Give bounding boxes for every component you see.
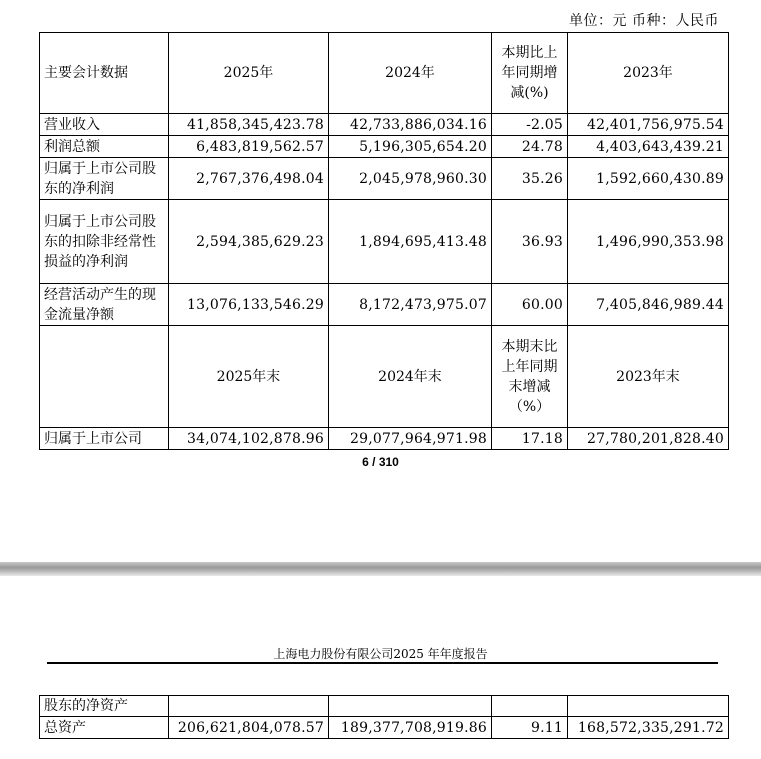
- row-label: 股东的净资产: [40, 696, 169, 717]
- value-change: 35.26: [492, 158, 568, 200]
- row-label: 经营活动产生的现金流量净额: [40, 284, 169, 326]
- header-2023: 2023年: [568, 33, 729, 114]
- table-header-row: [40, 326, 729, 428]
- header-empty: [40, 326, 169, 428]
- table-row: [40, 200, 729, 284]
- value-2025: 6,483,819,562.57: [169, 136, 329, 158]
- value-change: 24.78: [492, 136, 568, 158]
- row-label: 归属于上市公司股东的扣除非经常性损益的净利润: [40, 200, 169, 284]
- value-change: 36.93: [492, 200, 568, 284]
- table-row: [40, 158, 729, 200]
- value-2023: 42,401,756,975.54: [568, 114, 729, 136]
- value-change: -2.05: [492, 114, 568, 136]
- value-2024: 5,196,305,654.20: [329, 136, 492, 158]
- table-row: [40, 428, 729, 450]
- header-2025-end: 2025年末: [169, 326, 329, 428]
- value-2025: 2,767,376,498.04: [169, 158, 329, 200]
- value-2024: 189,377,708,919.86: [329, 717, 492, 739]
- value-2023: 1,592,660,430.89: [568, 158, 729, 200]
- table-row: [40, 114, 729, 136]
- value-2025: 13,076,133,546.29: [169, 284, 329, 326]
- value-2023: 4,403,643,439.21: [568, 136, 729, 158]
- key-accounting-data-table-continued: [39, 695, 729, 739]
- row-label: 利润总额: [40, 136, 169, 158]
- key-accounting-data-table: [39, 32, 729, 450]
- row-label: 总资产: [40, 717, 169, 739]
- page-number: 6 / 310: [362, 455, 399, 469]
- currency-unit-note: 单位：元 币种：人民币: [569, 13, 719, 29]
- table-row: [40, 284, 729, 326]
- header-rule: [47, 662, 718, 664]
- value-2024: 8,172,473,975.07: [329, 284, 492, 326]
- table-header-row: [40, 33, 729, 114]
- table-row: [40, 696, 729, 717]
- value-2024: 42,733,886,034.16: [329, 114, 492, 136]
- value-2025: 2,594,385,629.23: [169, 200, 329, 284]
- value-2024: 2,045,978,960.30: [329, 158, 492, 200]
- value-2025: 206,621,804,078.57: [169, 717, 329, 739]
- header-accounting-data: 主要会计数据: [40, 33, 169, 114]
- value-2024: 1,894,695,413.48: [329, 200, 492, 284]
- value-change: 60.00: [492, 284, 568, 326]
- header-yoy-change: 本期比上年同期增减(%): [492, 33, 568, 114]
- value-2023: 1,496,990,353.98: [568, 200, 729, 284]
- row-label: 归属于上市公司: [40, 428, 169, 450]
- value-2025: [169, 696, 329, 717]
- value-2024: 29,077,964,971.98: [329, 428, 492, 450]
- value-2023: 7,405,846,989.44: [568, 284, 729, 326]
- header-2024: 2024年: [329, 33, 492, 114]
- value-2024: [329, 696, 492, 717]
- report-running-header: 上海电力股份有限公司2025 年年度报告: [273, 647, 488, 661]
- table-row: [40, 136, 729, 158]
- value-change: 9.11: [492, 717, 568, 739]
- value-change: 17.18: [492, 428, 568, 450]
- value-2023: 27,780,201,828.40: [568, 428, 729, 450]
- value-2023: 168,572,335,291.72: [568, 717, 729, 739]
- header-2025: 2025年: [169, 33, 329, 114]
- header-2023-end: 2023年末: [568, 326, 729, 428]
- page-break-divider: [0, 562, 761, 576]
- header-2024-end: 2024年末: [329, 326, 492, 428]
- value-2025: 41,858,345,423.78: [169, 114, 329, 136]
- value-change: [492, 696, 568, 717]
- header-period-end-change: 本期末比上年同期末增减（%）: [492, 326, 568, 428]
- row-label: 营业收入: [40, 114, 169, 136]
- table-row: [40, 717, 729, 739]
- value-2023: [568, 696, 729, 717]
- value-2025: 34,074,102,878.96: [169, 428, 329, 450]
- row-label: 归属于上市公司股东的净利润: [40, 158, 169, 200]
